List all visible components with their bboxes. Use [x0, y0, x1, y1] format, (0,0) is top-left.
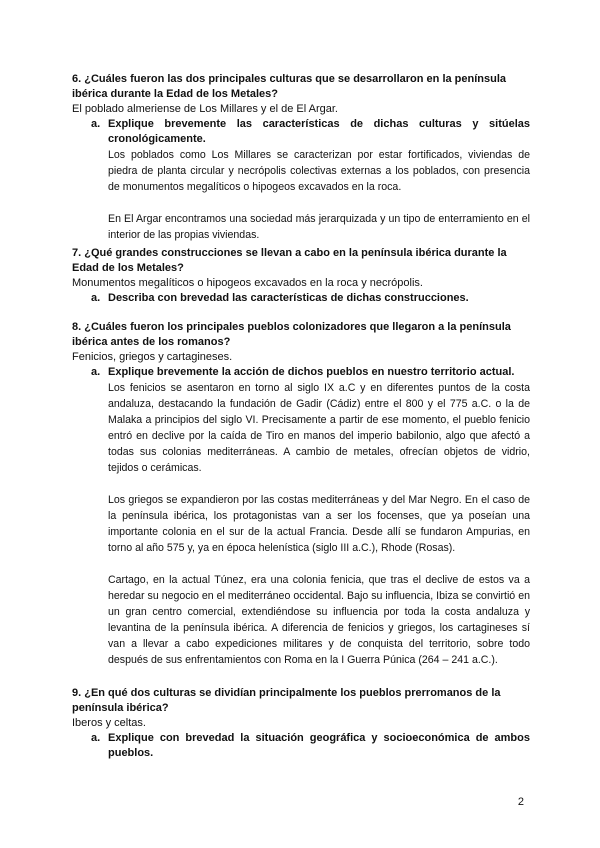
question-8-paragraph-fenicios: Los fenicios se asentaron en torno al siglo IX a.C y en diferentes puntos de la costa andaluza, destacando la fundación de Gadir (Cádiz) entre el 800 y el 775 a.C. o la de Malaka a principios del siglo VI. Precisamente a partir de ese momento, el pueblo fenicio entró en declive por la caída de Tiro en manos del imperio babilonio, algo que afectó a todas sus colonias mediterráneas. A cambio de metales, ofrecían objetos de vidrio, tejidos o cerámicas. [108, 382, 530, 474]
page-number: 2 [517, 796, 524, 808]
question-7-subquestion [72, 291, 530, 306]
question-8-subquestion-text: Explique brevemente la acción de dichos pueblos en nuestro territorio actual. [108, 366, 515, 378]
question-9-subquestion-text: Explique con brevedad la situación geográfica y socioeconómica de ambos pueblos. [108, 732, 530, 759]
question-7-block [72, 246, 530, 306]
question-9-answer: Iberos y celtas. [72, 717, 146, 729]
question-9-block [72, 686, 530, 761]
subquestion-label: a. [91, 732, 101, 744]
question-7-heading: 7. ¿Qué grandes construcciones se llevan a cabo en la península ibérica durante la Edad de los Metales? [72, 247, 507, 274]
question-7-subquestion-text: Describa con brevedad las características de dichas construcciones. [108, 292, 469, 304]
question-6-paragraph-2: En El Argar encontramos una sociedad más jerarquizada y un tipo de enterramiento en el interior de las propias viviendas. [108, 213, 530, 241]
question-6-heading: 6. ¿Cuáles fueron las dos principales culturas que se desarrollaron en la península ibérica durante la Edad de los Metales? [72, 73, 507, 100]
question-8-block [72, 320, 530, 668]
question-8-subquestion [72, 365, 530, 380]
subquestion-label: a. [91, 118, 101, 130]
question-9-subquestion [72, 731, 530, 761]
question-8-paragraph-griegos: Los griegos se expandieron por las costas mediterráneas y del Mar Negro. En el caso de la península ibérica, los protagonistas van a ser los focenses, que ya poseían una importante colonia en el sur de la actual Francia. Desde allí se fundaron Ampurias, en torno al año 575 y, ya en época helenística (siglo III a.C.), Rhode (Rosas). [108, 494, 530, 554]
question-8-heading: 8. ¿Cuáles fueron los principales pueblos colonizadores que llegaron a la península ibérica antes de los romanos? [72, 321, 511, 348]
question-8-paragraph-cartago: Cartago, en la actual Túnez, era una colonia fenicia, que tras el declive de estos va a heredar su negocio en el mediterráneo occidental. Bajo su influencia, Ibiza se convirtió en un gran centro comercial, extendiéndose su influencia por toda la costa andaluza y levantina de la península ibérica. A diferencia de fenicios y griegos, los cartagineses sí van a llevar a cabo expediciones militares y de conquista del territorio, sobre todo después de sus enfrentamientos con Roma en la I Guerra Púnica (264 – 241 a.C.). [108, 574, 530, 666]
subquestion-label: a. [91, 366, 101, 378]
question-8-answer: Fenicios, griegos y cartagineses. [72, 351, 233, 363]
subquestion-label: a. [91, 292, 101, 304]
question-6-subquestion-text: Explique brevemente las características de dichas culturas y sitúelas cronológicamente. [108, 118, 530, 145]
question-7-answer: Monumentos megalíticos o hipogeos excavados en la roca y necrópolis. [72, 277, 423, 289]
question-6-answer: El poblado almeriense de Los Millares y el de El Argar. [72, 103, 338, 115]
question-6-block [72, 72, 530, 243]
question-6-paragraph-1: Los poblados como Los Millares se caracterizan por estar fortificados, viviendas de piedra de planta circular y necrópolis colectivas externas a los poblados, con presencia de monumentos megalíticos o hipogeos excavados en la roca. [108, 149, 530, 193]
question-9-heading: 9. ¿En qué dos culturas se dividían principalmente los pueblos prerromanos de la península ibérica? [72, 687, 501, 714]
question-6-subquestion [72, 117, 530, 147]
